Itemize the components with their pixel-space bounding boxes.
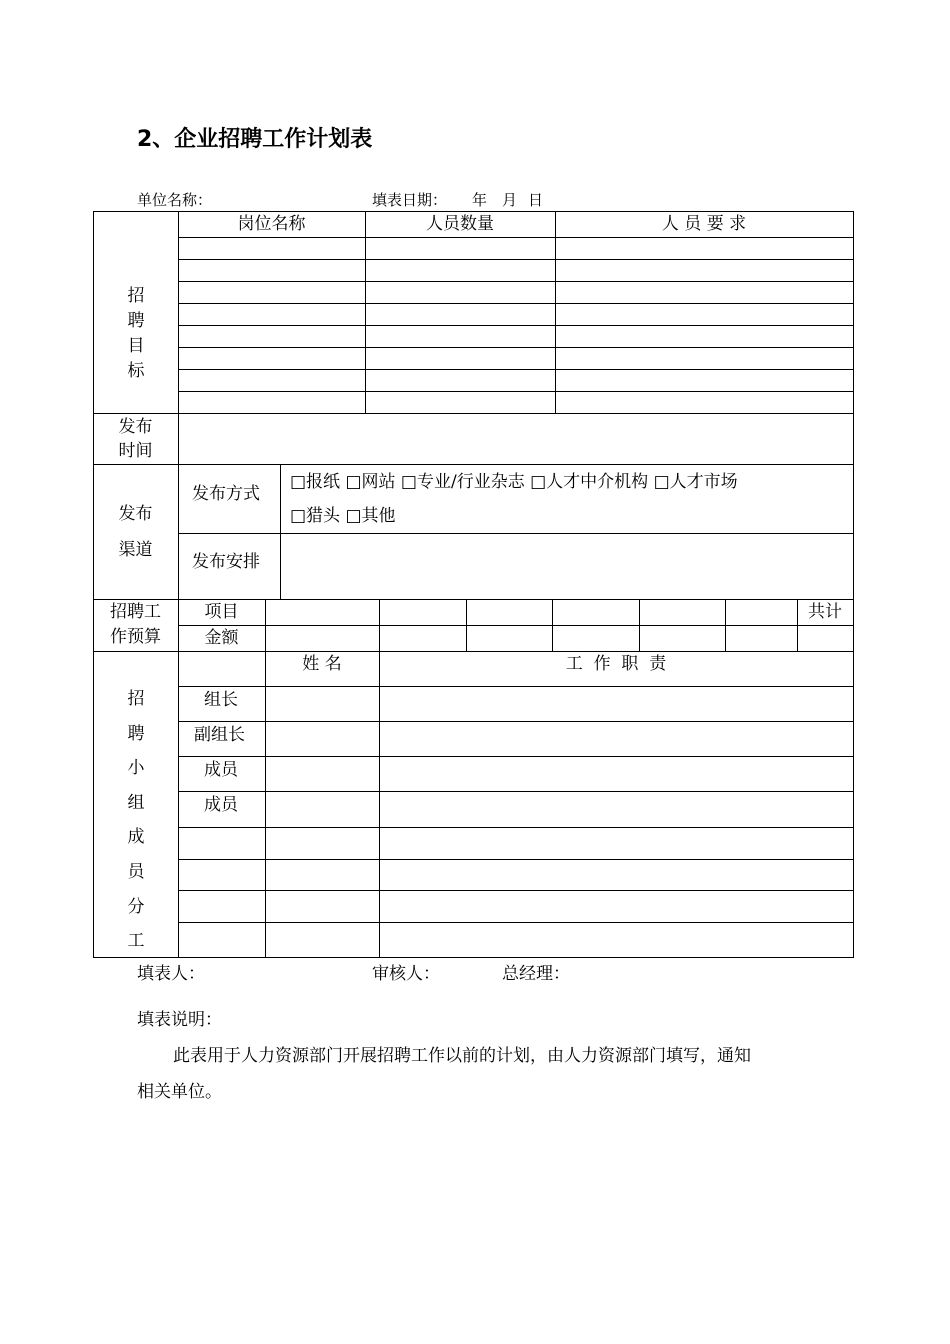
reviewer-label: 审核人： xyxy=(372,964,440,984)
channel-label: 发布 渠道 xyxy=(118,504,153,560)
month-label: 月 xyxy=(502,191,518,209)
publish-method-label: 发布方式 xyxy=(192,484,260,504)
header-requirements: 人 员 要 求 xyxy=(661,214,747,234)
year-label: 年 xyxy=(472,191,488,209)
general-manager-label: 总经理： xyxy=(502,964,570,984)
unit-name-label: 单位名称： xyxy=(137,191,213,209)
day-label: 日 xyxy=(528,191,544,209)
budget-item-label: 项目 xyxy=(204,602,239,622)
team-name-header: 姓 名 xyxy=(302,654,342,674)
role-deputy-leader: 副组长 xyxy=(194,725,245,745)
target-label: 招 聘 目 标 xyxy=(127,286,145,381)
budget-label: 招聘工 作预算 xyxy=(110,602,161,647)
role-member: 成员 xyxy=(204,795,238,815)
publish-method-options[interactable]: □报纸 □网站 □专业/行业杂志 □人才中介机构 □人才市场 □猎头 □其他 xyxy=(290,472,738,526)
fill-date-label: 填表日期： xyxy=(372,191,448,209)
role-member: 成员 xyxy=(204,760,238,780)
filler-label: 填表人： xyxy=(137,964,205,984)
page-title: 2、企业招聘工作计划表 xyxy=(137,127,373,152)
notes-body-line1: 此表用于人力资源部门开展招聘工作以前的计划，由人力资源部门填写，通知 xyxy=(173,1046,751,1066)
role-leader: 组长 xyxy=(204,690,238,710)
team-label: 招 聘 小 组 成 员 分 工 xyxy=(127,689,145,952)
header-headcount: 人员数量 xyxy=(426,214,494,234)
publish-time-label: 发布 时间 xyxy=(118,417,153,461)
header-position-name: 岗位名称 xyxy=(237,214,306,234)
notes-heading: 填表说明： xyxy=(137,1010,222,1030)
notes-body-line2: 相关单位。 xyxy=(137,1082,222,1102)
publish-arrangement-label: 发布安排 xyxy=(192,552,260,572)
team-duty-header: 工 作 职 责 xyxy=(565,654,667,674)
budget-total-label: 共计 xyxy=(808,602,842,622)
budget-amount-label: 金额 xyxy=(204,628,239,648)
